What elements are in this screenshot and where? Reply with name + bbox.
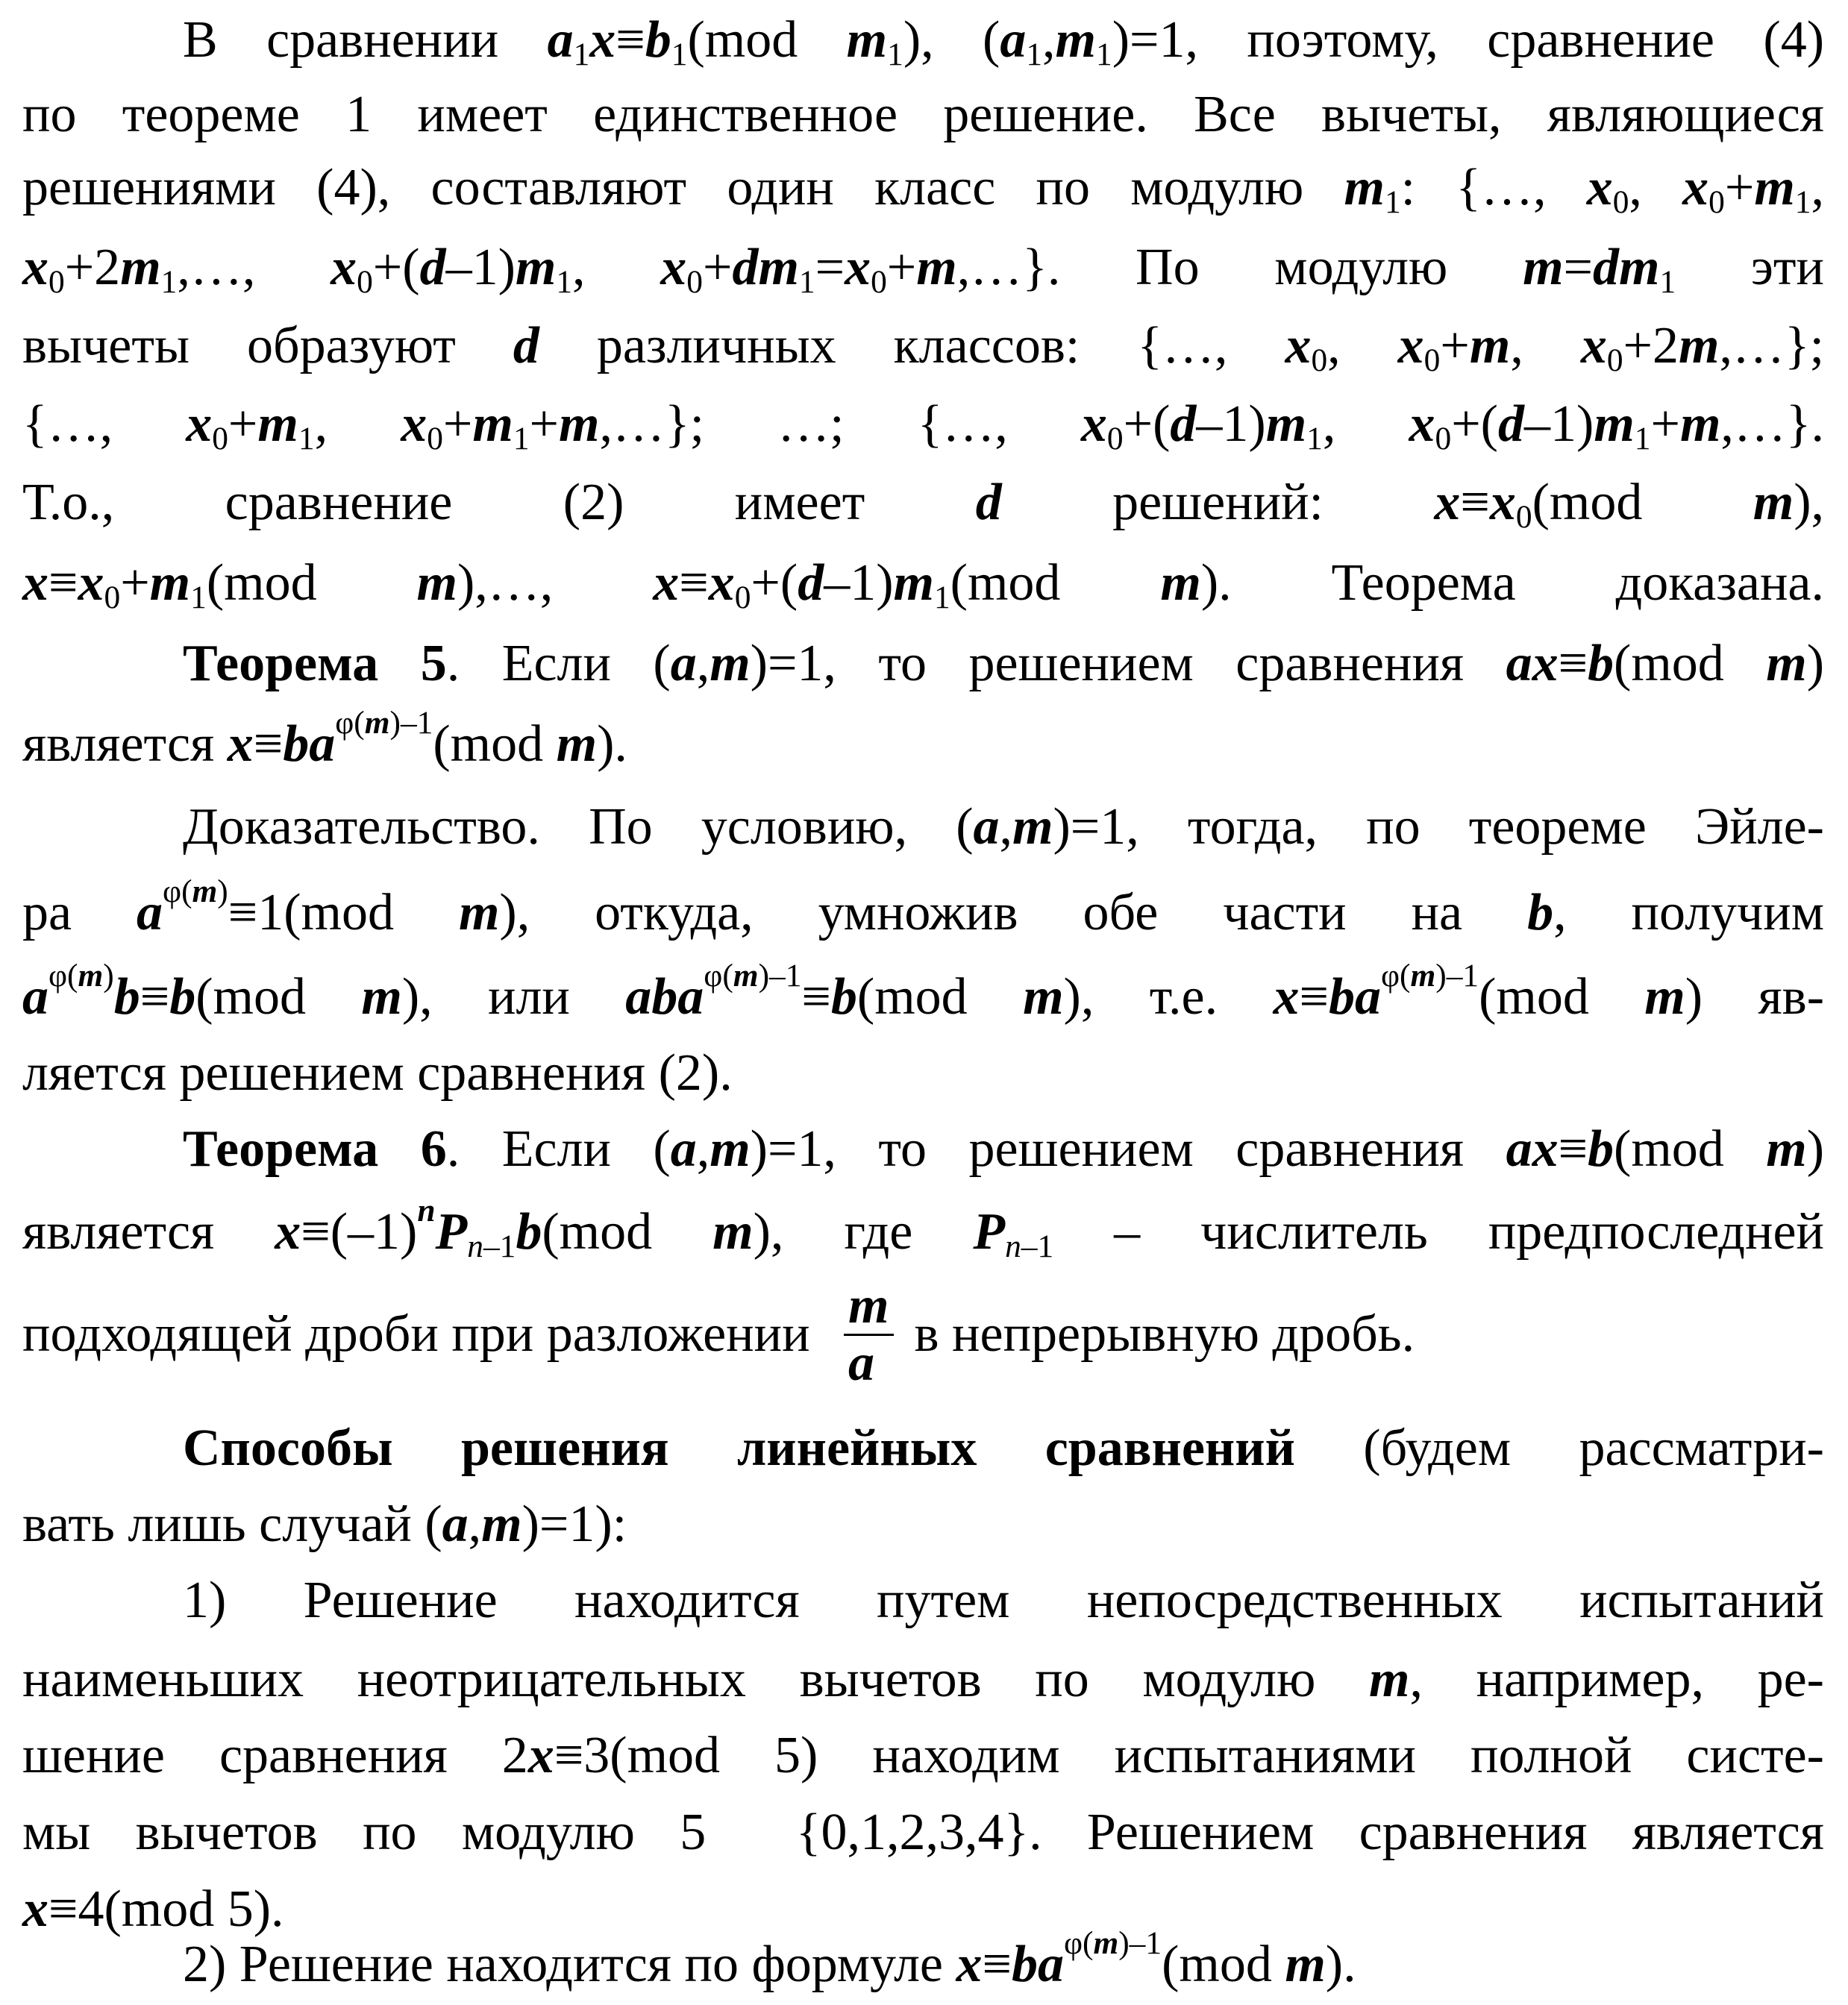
line-11: Доказательство. По условию, (a,m)=1, тогда, по теореме Эйле- (183, 798, 1824, 856)
line-22: шение сравнения 2x≡3(mod 5) находим испытаниями полной систе- (22, 1727, 1824, 1784)
line-6: {…, $x_0+m_1$, $x_0+m_1+m,\dots$}; …; {…, $x_0+(d-1)m_1$, $x_0+(d-1)m_1+m,\dots$}. (22, 395, 1825, 456)
line-4: $x_0+2m_1,\dots$, $x_0+(d-1)m_1$, $x_0+dm_1=x_0+m,\dots$}. По модулю $m=dm_1$ эти (22, 239, 1824, 300)
line-8: $x\equiv x_0+m_1(mod$ m),…, $x\equiv x_0+(d-1)m_1(mod$ m). Теорема доказана. (22, 554, 1824, 615)
line-18: Способы решения линейных сравнений (будем рассматри- (183, 1419, 1824, 1477)
line-20: 1) Решение находится путем непосредственных испытаний (183, 1572, 1824, 1629)
line-23: мы вычетов по модулю 5 {0,1,2,3,4}. Решением сравнения является (22, 1804, 1824, 1861)
line-13: $a^{\varphi(m)}b\equiv b(mod$ m), или aba$^{\varphi(m)-1}$≡b(mod m), т.е. $x\equiv ba^{\varphi(m)-1}(mod$ m) яв- (22, 958, 1825, 1026)
line-10: является $x\equiv ba^{\varphi(m)-1}(mod$ m). (22, 705, 627, 773)
line-15: Теорема 6. Если (a,m)=1, то решением сравнения ax≡b(mod m) (183, 1120, 1825, 1178)
line-21: наименьших неотрицательных вычетов по модулю m, например, ре- (22, 1651, 1824, 1708)
line-1: В сравнении $a_1x\equiv b_1(mod$ $m_1$), $(a_1,m_1)=1$, поэтому, сравнение (4) (183, 11, 1825, 72)
line-9: Теорема 5. Если (a,m)=1, то решением сравнения ax≡b(mod m) (183, 635, 1825, 692)
line-17: подходящей дроби при разложении $\frac{m}{a}$ в непрерывную дробь. (22, 1277, 1415, 1392)
line-19: вать лишь случай (a,m)=1): (22, 1496, 627, 1553)
line-12: ра $a^{\varphi(m)}\equiv 1(mod$ m), откуда, умножив обе части на b, получим (22, 873, 1824, 941)
line-7: Т.о., сравнение (2) имеет d решений: $x\equiv x_0(mod$ m), (22, 474, 1825, 535)
line-14: ляется решением сравнения (2). (22, 1044, 733, 1102)
line-16: является $x\equiv(-1)^nP_{n-1}b(mod$ m), где $P_{n-1}$ – числитель предпоследней (22, 1193, 1824, 1264)
line-24: x≡4(mod 5). (22, 1880, 284, 1938)
line-5: вычеты образуют d различных классов: {…, $x_0$, $x_0+m$, $x_0+2m,\dots$}; (22, 317, 1825, 378)
line-2: по теореме 1 имеет единственное решение. Все вычеты, являющиеся (22, 86, 1824, 143)
line-3: решениями (4), составляют один класс по модулю $m_1$: {…, $x_0$, $x_0+m_1$, (22, 159, 1824, 220)
fraction-m-over-a: $\frac{m}{a}$ (844, 1278, 893, 1390)
line-25: 2) Решение находится по формуле $x\equiv ba^{\varphi(m)-1}(mod$ m). (183, 1925, 1356, 1993)
